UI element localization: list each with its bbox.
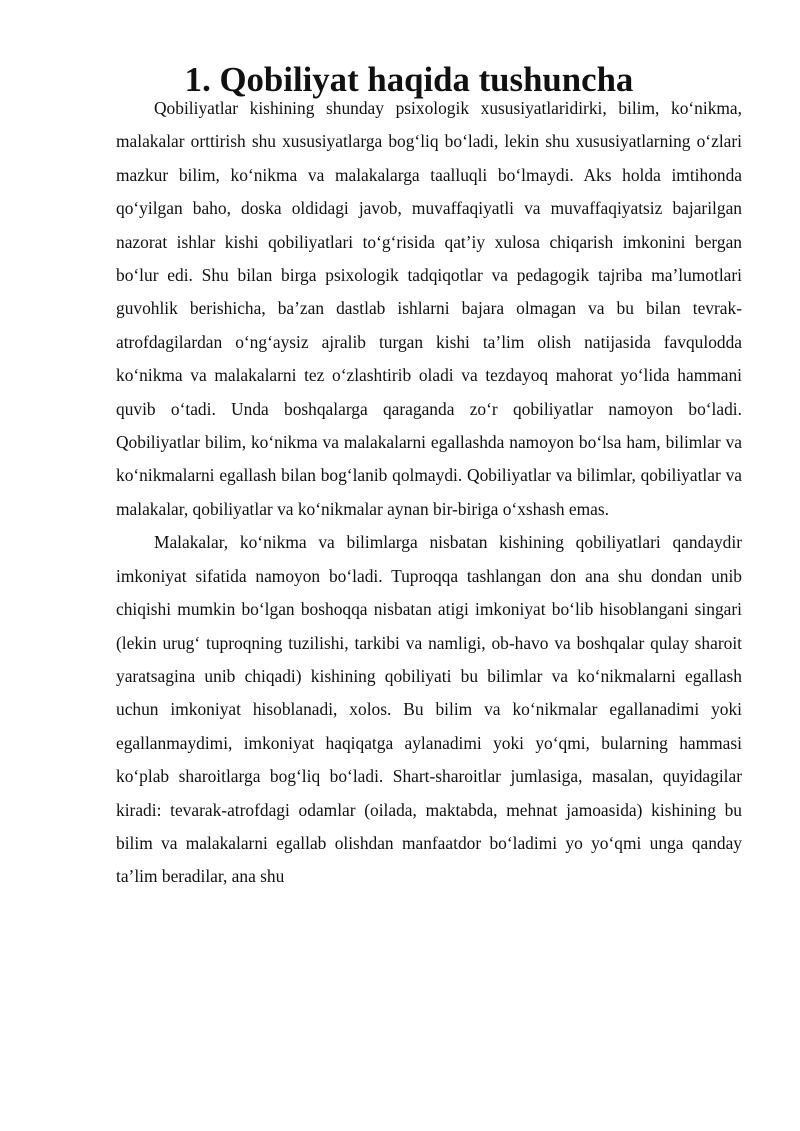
- paragraph-1: Qobiliyatlar kishining shunday psixologik xususiyatlaridirki, bilim, ko‘nikma, malakalar orttirish shu xususiyatlarga bog‘liq bo‘ladi, lekin shu xususiyatlarning o‘zlari mazkur bilim, ko‘nikma va malakalarga taalluqli bo‘lmaydi. Aks holda imtihonda qo‘yilgan baho, doska oldidagi javob, muvaffaqiyatli va muvaffaqiyatsiz bajarilgan nazorat ishlar kishi qobiliyatlari to‘g‘risida qat’iy xulosa chiqarish imkonini bergan bo‘lur edi. Shu bilan birga psixologik tadqiqotlar va pedagogik tajriba ma’lumotlari guvohlik berishicha, ba’zan dastlab ishlarni bajara olmagan va bu bilan tevrak-atrofdagilardan o‘ng‘aysiz ajralib turgan kishi ta’lim olish natijasida favqulodda ko‘nikma va malakalarni tez o‘zlashtirib oladi va tezdayoq mahorat yo‘lida hammani quvib o‘tadi. Unda boshqalarga qaraganda zo‘r qobiliyatlar namoyon bo‘ladi. Qobiliyatlar bilim, ko‘nikma va malakalarni egallashda namoyon bo‘lsa ham, bilimlar va ko‘nikmalarni egallash bilan bog‘lanib qolmaydi. Qobiliyatlar va bilimlar, qobiliyatlar va malakalar, qobiliyatlar va ko‘nikmalar aynan bir-biriga o‘xshash emas.: [116, 98, 742, 519]
- document-body: [116, 60, 742, 894]
- section-heading: 1. Qobiliyat haqida tushuncha: [184, 60, 634, 99]
- paragraph-2: Malakalar, ko‘nikma va bilimlarga nisbatan kishining qobiliyatlari qandaydir imkoniyat sifatida namoyon bo‘ladi. Tuproqqa tashlangan don ana shu dondan unib chiqishi mumkin bo‘lgan boshoqqa nisbatan atigi imkoniyat bo‘lib hisoblangani singari (lekin urug‘ tuproqning tuzilishi, tarkibi va namligi, ob-havo va boshqalar qulay sharoit yaratsagina unib chiqadi) kishining qobiliyati bu bilimlar va ko‘nikmalarni egallash uchun imkoniyat hisoblanadi, xolos. Bu bilim va ko‘nikmalar egallanadimi yoki egallanmaydimi, imkoniyat haqiqatga aylanadimi yoki yo‘qmi, bularning hammasi ko‘plab sharoitlarga bog‘liq bo‘ladi. Shart-sharoitlar jumlasiga, masalan, quyidagilar kiradi: tevarak-atrofdagi odamlar (oilada, maktabda, mehnat jamoasida) kishining bu bilim va malakalarni egallab olishdan manfaatdor bo‘ladimi yo yo‘qmi unga qanday ta’lim beradilar, ana shu: [116, 532, 742, 887]
